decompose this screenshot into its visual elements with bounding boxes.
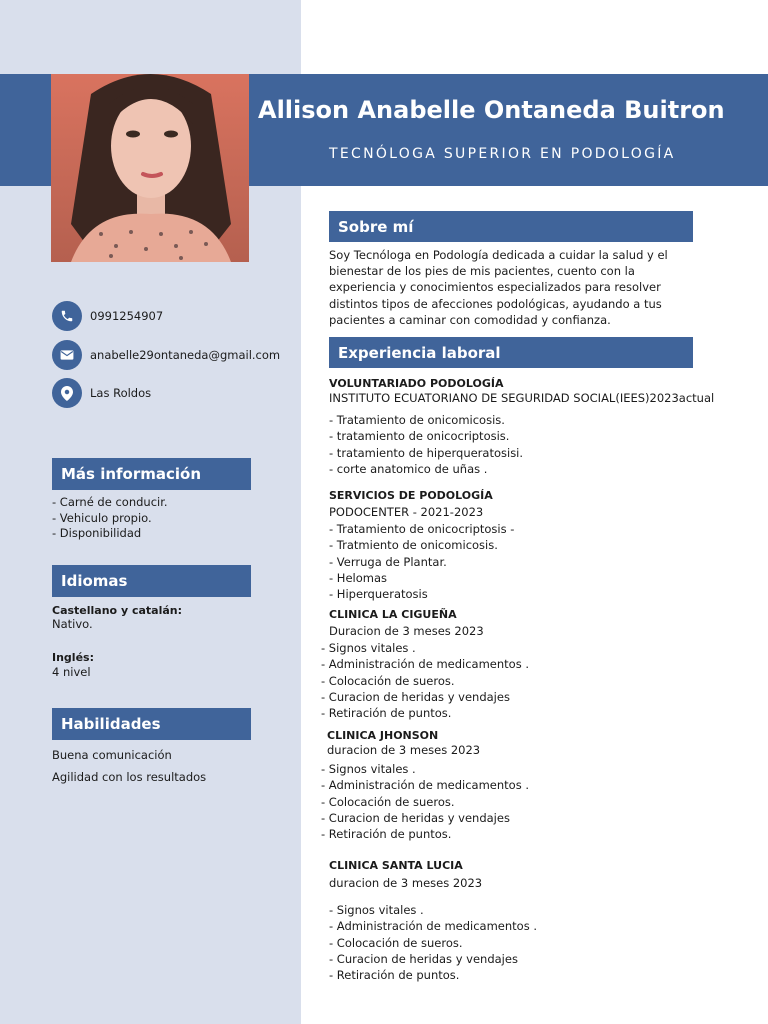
job-duties-list <box>321 640 529 721</box>
section-skills-header: Habilidades <box>52 708 251 740</box>
email-address[interactable]: anabelle29ontaneda@gmail.com <box>90 348 281 362</box>
language-name: Inglés: <box>52 651 94 664</box>
section-experience-header: Experiencia laboral <box>329 337 693 368</box>
list-item: - Curacion de heridas y vendajes <box>321 689 510 704</box>
list-item: - Colocación de sueros. <box>321 794 455 809</box>
skill-item: Buena comunicación <box>52 748 172 762</box>
list-item: - tratamiento de hiperqueratosisi. <box>329 445 524 460</box>
list-item: - Signos vitales . <box>321 641 416 655</box>
phone-icon <box>52 301 82 331</box>
list-item: - Colocación de sueros. <box>321 673 455 688</box>
language-level: Nativo. <box>52 617 93 631</box>
list-item: - Tratamiento de onicocriptosis - <box>329 522 515 536</box>
job-subtitle: INSTITUTO ECUATORIANO DE SEGURIDAD SOCIAL(IEES)2023actual <box>329 391 715 405</box>
email-icon <box>52 340 82 370</box>
job-duties-list <box>329 902 537 983</box>
about-paragraph: Soy Tecnóloga en Podología dedicada a cuidar la salud y el bienestar de los pies de mis pacientes, cuento con la experiencia y conocimientos especializados para resolver distintos tipos de afecciones podológicas, ayudando a tus pacientes a caminar con comodidad y confianza. <box>329 248 668 327</box>
candidate-role: TECNÓLOGA SUPERIOR EN PODOLOGÍA <box>329 146 676 162</box>
list-item: - tratamiento de onicocriptosis. <box>329 429 510 444</box>
list-item: - Hiperqueratosis <box>329 587 428 602</box>
contact-location <box>52 378 151 408</box>
list-item: - corte anatomico de uñas . <box>329 461 488 476</box>
list-item: - Administración de medicamentos . <box>321 778 530 793</box>
list-item: - Curacion de heridas y vendajes <box>329 951 518 966</box>
list-item: - Retiración de puntos. <box>321 706 452 721</box>
job-title: CLINICA JHONSON <box>327 729 439 742</box>
job-title: CLINICA SANTA LUCIA <box>329 859 463 872</box>
list-item: - Vehiculo propio. <box>52 510 152 525</box>
list-item: - Signos vitales . <box>321 762 416 776</box>
list-item: - Colocación de sueros. <box>329 935 463 950</box>
job-subtitle: duracion de 3 meses 2023 <box>329 876 483 890</box>
list-item: - Retiración de puntos. <box>329 968 460 983</box>
section-more-info-header: Más información <box>52 458 251 490</box>
list-item: - Tratmiento de onicomicosis. <box>329 538 498 553</box>
contact-email <box>52 340 280 370</box>
list-item: - Tratamiento de onicomicosis. <box>329 413 505 427</box>
job-duties-list <box>321 761 529 842</box>
section-about-header: Sobre mí <box>329 211 693 242</box>
job-title: CLINICA LA CIGUEÑA <box>329 608 457 621</box>
list-item: - Administración de medicamentos . <box>329 919 538 934</box>
job-subtitle: Duracion de 3 meses 2023 <box>329 624 484 638</box>
list-item: - Curacion de heridas y vendajes <box>321 810 510 825</box>
list-item: - Retiración de puntos. <box>321 827 452 842</box>
job-title: SERVICIOS DE PODOLOGÍA <box>329 489 493 502</box>
profile-photo <box>51 74 249 262</box>
list-item: - Helomas <box>329 570 387 585</box>
more-info-list <box>52 495 168 542</box>
job-subtitle: PODOCENTER - 2021-2023 <box>329 505 484 519</box>
list-item: - Signos vitales . <box>329 903 424 917</box>
job-duties-list <box>329 521 514 602</box>
job-subtitle: duracion de 3 meses 2023 <box>327 743 481 757</box>
language-name: Castellano y catalán: <box>52 604 182 617</box>
language-level: 4 nivel <box>52 665 91 679</box>
location-pin-icon <box>52 378 82 408</box>
list-item: - Disponibilidad <box>52 526 142 540</box>
candidate-name: Allison Anabelle Ontaneda Buitron <box>258 96 725 124</box>
section-languages-header: Idiomas <box>52 565 251 597</box>
phone-number: 0991254907 <box>90 309 164 323</box>
job-duties-list <box>329 412 523 477</box>
contact-phone <box>52 301 163 331</box>
location-text: Las Roldos <box>90 386 152 400</box>
skill-item: Agilidad con los resultados <box>52 770 207 784</box>
list-item: - Carné de conducir. <box>52 495 168 509</box>
list-item: - Verruga de Plantar. <box>329 554 447 569</box>
list-item: - Administración de medicamentos . <box>321 657 530 672</box>
job-title: VOLUNTARIADO PODOLOGÍA <box>329 377 504 390</box>
